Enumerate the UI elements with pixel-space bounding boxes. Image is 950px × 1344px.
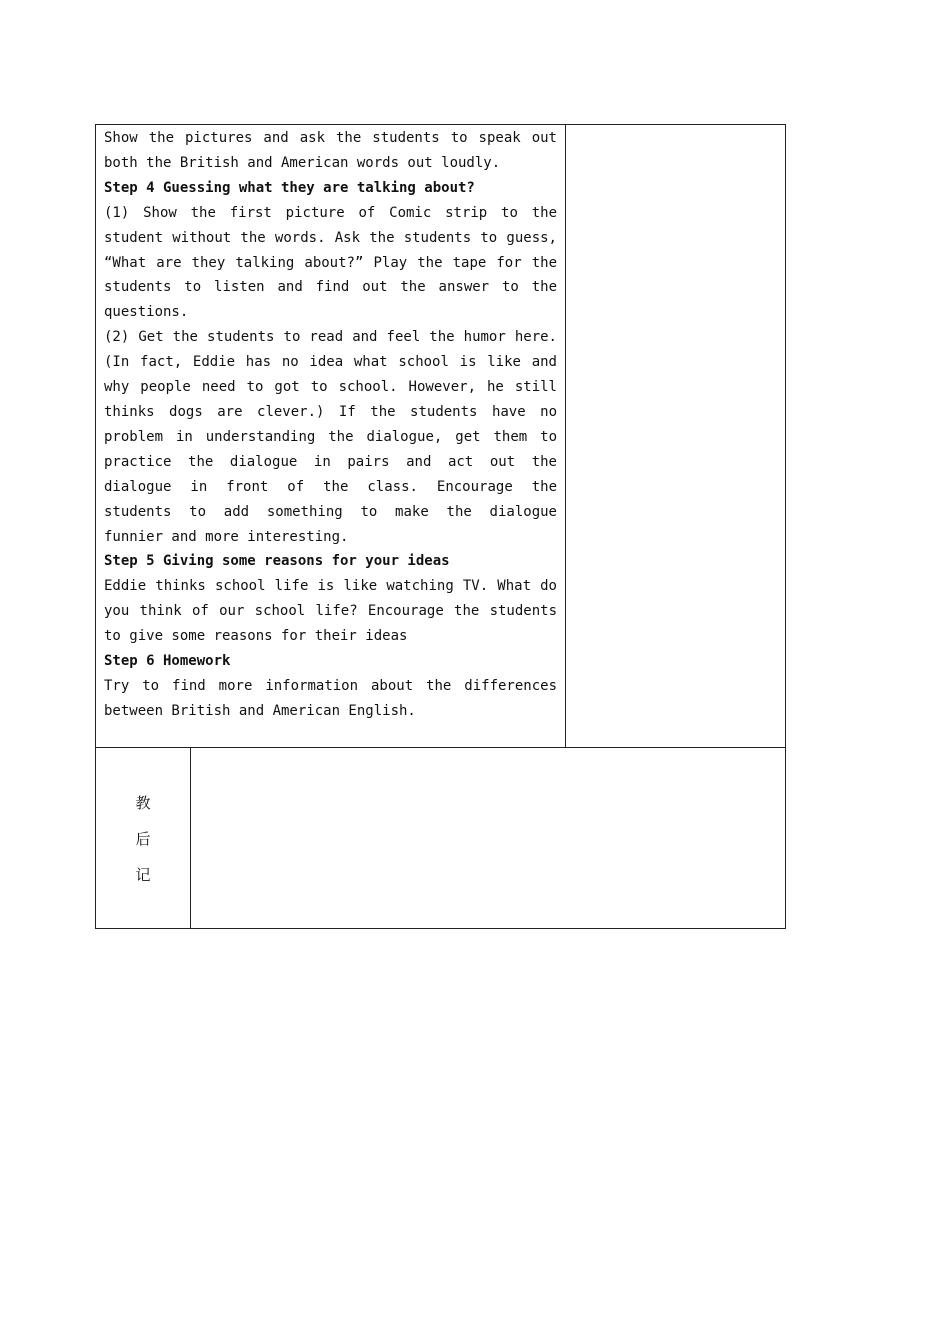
reflection-label-char: 记 — [135, 866, 151, 884]
step-4-heading: Step 4 Guessing what they are talking about? — [104, 179, 475, 196]
reflection-content-cell — [191, 748, 786, 929]
procedure-row — [96, 125, 786, 748]
reflection-row — [96, 748, 786, 929]
procedure-text — [104, 126, 557, 724]
reflection-label-char: 后 — [135, 830, 151, 848]
margin-notes-cell — [566, 125, 786, 748]
step-4-part-1: (1) Show the first picture of Comic strip to the student without the words. Ask the students to guess, “What are they talking about?” Play the tape for the students to listen and find out the answer to the questions. — [104, 204, 557, 321]
procedure-content-cell — [96, 125, 566, 748]
step-6-heading: Step 6 Homework — [104, 653, 231, 670]
step-5-heading: Step 5 Giving some reasons for your ideas — [104, 553, 450, 570]
reflection-label-char: 教 — [135, 794, 151, 812]
step-6-text: Try to find more information about the differences between British and American English. — [104, 677, 557, 719]
instruction-paragraph: Show the pictures and ask the students to speak out both the British and American words out loudly. — [104, 130, 557, 171]
reflection-label-cell — [96, 748, 191, 929]
lesson-plan-table — [95, 124, 786, 929]
step-4-part-2: (2) Get the students to read and feel the humor here. (In fact, Eddie has no idea what school is like and why people need to got to school. However, he still thinks dogs are clever.) If the students have no problem in understanding the dialogue, get them to practice the dialogue in pairs and act out the dialogue in front of the class. Encourage the students to add something to make the dialogue funnier and more interesting. — [104, 329, 557, 545]
step-5-text: Eddie thinks school life is like watching TV. What do you think of our school life? Encourage the students to give some reasons for their ideas — [104, 578, 557, 645]
reflection-label — [96, 785, 190, 893]
